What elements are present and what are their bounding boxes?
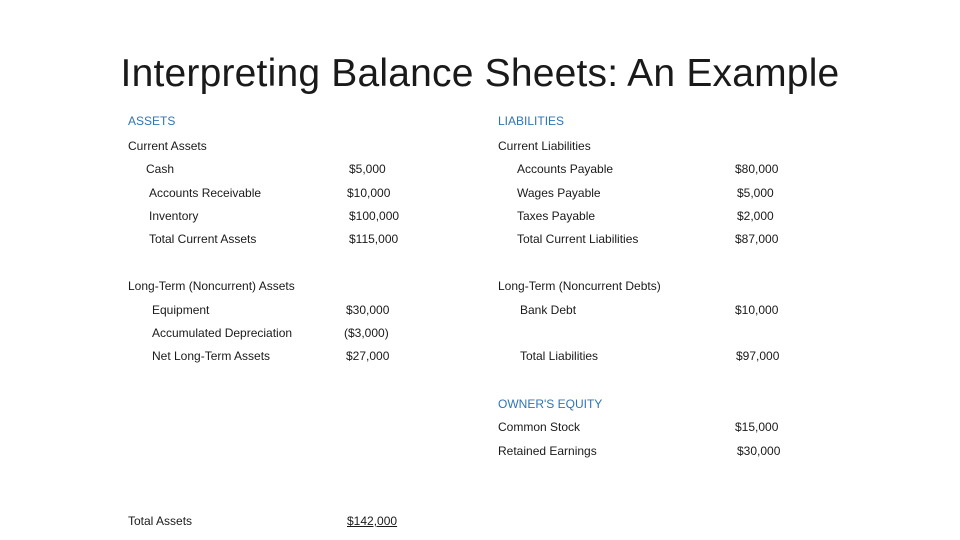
liability-value-accounts-payable: $80,000 [735, 162, 779, 176]
asset-value-total-current: $115,000 [349, 232, 399, 246]
equity-value-retained-earnings: $30,000 [737, 444, 781, 458]
liability-label-total-current: Total Current Liabilities [517, 232, 639, 246]
asset-label-accumulated-depreciation: Accumulated Depreciation [152, 326, 293, 340]
liability-value-bank-debt: $10,000 [735, 303, 779, 317]
asset-label-inventory: Inventory [149, 209, 199, 223]
equity-label-retained-earnings: Retained Earnings [498, 444, 597, 458]
longterm-liabilities-heading: Long-Term (Noncurrent Debts) [498, 279, 661, 293]
asset-label-total-current: Total Current Assets [149, 232, 257, 246]
asset-label-accounts-receivable: Accounts Receivable [149, 186, 262, 200]
liability-label-bank-debt: Bank Debt [520, 303, 577, 317]
asset-value-cash: $5,000 [349, 162, 386, 176]
current-liabilities-heading: Current Liabilities [498, 139, 591, 153]
equity-heading: OWNER'S EQUITY [498, 397, 603, 411]
asset-label-net-longterm: Net Long-Term Assets [152, 349, 271, 363]
current-assets-heading: Current Assets [128, 139, 207, 153]
asset-value-net-longterm: $27,000 [346, 349, 390, 363]
asset-value-accounts-receivable: $10,000 [347, 186, 391, 200]
page-title: Interpreting Balance Sheets: An Example [120, 52, 840, 95]
total-liabilities-value: $97,000 [736, 349, 780, 363]
total-assets-label: Total Assets [128, 514, 193, 528]
total-liabilities-label: Total Liabilities [520, 349, 599, 363]
liability-label-accounts-payable: Accounts Payable [517, 162, 614, 176]
liability-value-wages-payable: $5,000 [737, 186, 774, 200]
asset-label-cash: Cash [146, 162, 175, 176]
asset-label-equipment: Equipment [152, 303, 210, 317]
equity-label-common-stock: Common Stock [498, 420, 581, 434]
total-assets-value: $142,000 [347, 514, 398, 528]
equity-value-common-stock: $15,000 [735, 420, 779, 434]
liabilities-heading: LIABILITIES [498, 114, 565, 128]
asset-value-inventory: $100,000 [349, 209, 400, 223]
longterm-assets-heading: Long-Term (Noncurrent) Assets [128, 279, 295, 293]
assets-heading: ASSETS [128, 114, 176, 128]
asset-value-accumulated-depreciation: ($3,000) [344, 326, 389, 340]
asset-value-equipment: $30,000 [346, 303, 390, 317]
liability-value-total-current: $87,000 [735, 232, 779, 246]
liability-label-wages-payable: Wages Payable [517, 186, 601, 200]
liability-value-taxes-payable: $2,000 [737, 209, 774, 223]
liability-label-taxes-payable: Taxes Payable [517, 209, 596, 223]
